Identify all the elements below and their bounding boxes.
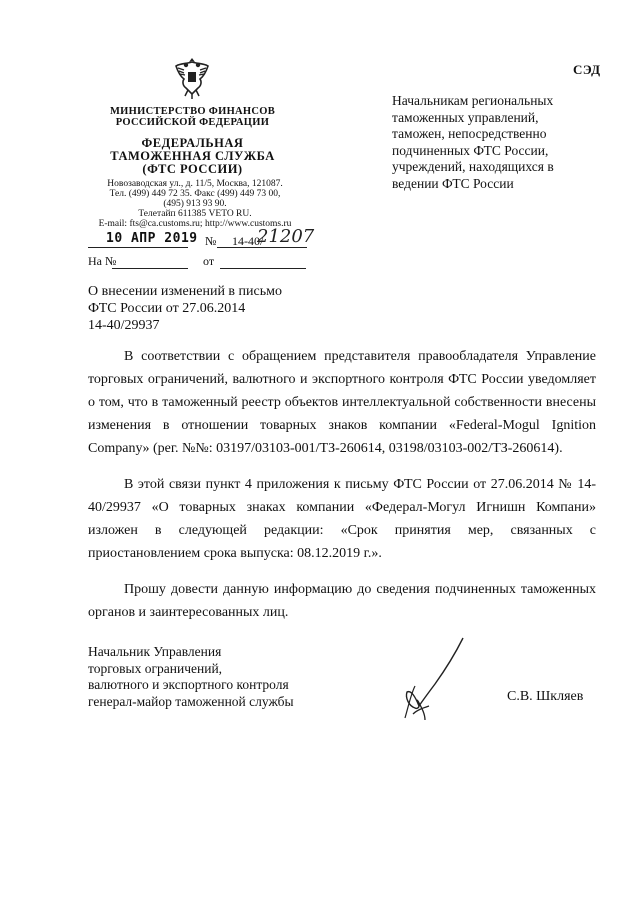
handwritten-signature — [395, 634, 485, 724]
ministry-line: РОССИЙСКОЙ ФЕДЕРАЦИИ — [115, 117, 270, 128]
recipient-line: Начальникам региональных — [392, 93, 554, 108]
service-line: (ФТС РОССИИ) — [142, 162, 243, 176]
number-label: № — [205, 234, 217, 248]
registration-number-handwritten: 21207 — [257, 226, 315, 247]
service-line: ТАМОЖЕННАЯ СЛУЖБА — [110, 149, 275, 163]
subject-line: 14-40/29937 — [88, 318, 160, 333]
signatory-position — [88, 644, 348, 710]
position-line: Начальник Управления — [88, 644, 222, 659]
registration-number: 14-40/ — [232, 234, 264, 248]
contact-line: Новозаводская ул., д. 11/5, Москва, 121087. — [107, 179, 283, 189]
body-paragraph: В этой связи пункт 4 приложения к письму ФТС России от 27.06.2014 № 14-40/29937 «О товарных знаках компании «Федерал-Могул Игнишн Компани» изложен в следующей редакции: «Срок принятия мер, связанных с приостановлением срока выпуска: 08.12.2019 г.». — [88, 477, 596, 561]
reference-date-line — [220, 255, 306, 269]
service-line: ФЕДЕРАЛЬНАЯ — [141, 136, 244, 150]
letter-body — [88, 345, 596, 624]
recipient-line: ведении ФТС России — [392, 175, 514, 191]
ministry-name — [95, 106, 290, 128]
service-name — [95, 137, 290, 176]
position-line: торговых ограничений, — [88, 660, 223, 676]
sed-mark: СЭД — [573, 62, 601, 77]
recipient-line: таможен, непосредственно — [392, 126, 547, 141]
body-paragraph: Прошу довести данную информацию до сведения подчиненных таможенных органов и заинтересованных лиц. — [88, 582, 596, 620]
contact-line: (495) 913 93 90. — [163, 199, 227, 209]
contact-line: Телетайп 611385 VETO RU. — [138, 209, 252, 219]
letter-subject — [88, 283, 328, 334]
coat-of-arms-emblem — [172, 54, 212, 100]
contact-details — [90, 179, 300, 229]
subject-line: О внесении изменений в письмо — [88, 284, 282, 299]
subject-line: ФТС России от 27.06.2014 — [88, 301, 246, 316]
recipient-line: подчиненных ФТС России, — [392, 142, 549, 158]
reference-number-label: На № — [88, 254, 117, 268]
body-paragraph: В соответствии с обращением представителя правообладателя Управление торговых ограничений, валютного и экспортного контроля ФТС России уведомляет о том, что в таможенный реестр объектов интеллектуальной собственности внесены изменения в отношении товарных знаков компании «Federal-Mogul Ignition Company» (рег. №№: 03197/03103-001/ТЗ-260614, 03198/03103-002/ТЗ-260614). — [88, 349, 596, 456]
position-line: валютного и экспортного контроля — [88, 677, 289, 692]
contact-line: E-mail: fts@ca.customs.ru; http://www.customs.ru — [98, 219, 292, 229]
reference-number-line — [112, 255, 188, 269]
recipient-block — [392, 93, 592, 192]
position-line: генерал-майор таможенной службы — [88, 693, 294, 709]
reference-date-label: от — [203, 254, 215, 268]
signer-name: С.В. Шкляев — [507, 689, 584, 704]
registration-date-stamp: 10 АПР 2019 — [106, 231, 198, 246]
contact-line: Тел. (499) 449 72 35. Факс (499) 449 73 00, — [109, 189, 281, 199]
recipient-line: таможенных управлений, — [392, 109, 539, 125]
ministry-line: МИНИСТЕРСТВО ФИНАНСОВ — [109, 106, 276, 117]
recipient-line: учреждений, находящихся в — [392, 159, 554, 174]
